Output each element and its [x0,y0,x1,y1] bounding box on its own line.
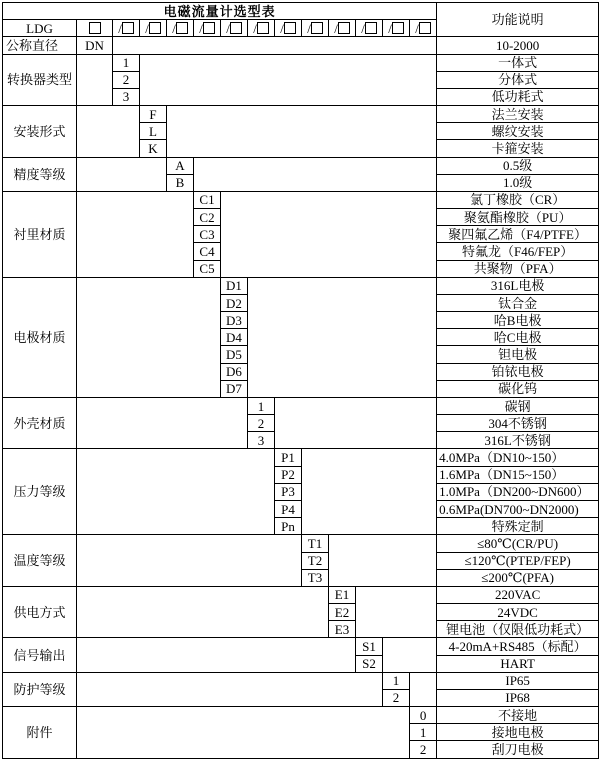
code-box-icon [257,22,269,34]
section-label: 供电方式 [3,586,77,638]
section-row [3,54,599,71]
code-cell: B [167,174,194,191]
code-cell: 2 [410,741,437,758]
code-cell: S1 [356,638,383,655]
code-cell: E2 [329,604,356,621]
slash-separator: / [199,20,203,36]
section-row [3,638,599,655]
function-cell: 特氟龙（F46/FEP） [437,243,599,260]
slash-separator: / [334,20,338,36]
section-label: 公称直径 [3,37,77,54]
blank-cell [221,191,437,277]
function-cell: 10-2000 [437,37,599,54]
function-cell: HART [437,655,599,672]
function-cell: 铂铱电极 [437,363,599,380]
code-cell: 1 [410,724,437,741]
model-code-slot [167,20,194,37]
function-cell: 钛合金 [437,294,599,311]
function-cell: 聚氨酯橡胶（PU） [437,209,599,226]
code-cell: 1 [383,672,410,689]
slash-separator: / [280,20,284,36]
function-cell: 哈C电极 [437,329,599,346]
code-cell: D4 [221,329,248,346]
code-cell: 1 [113,54,140,71]
model-code-slot [248,20,275,37]
blank-cell [140,54,437,106]
model-code-prefix: LDG [3,20,77,37]
model-code-slot [383,20,410,37]
section-label: 外壳材质 [3,397,77,449]
function-cell: 碳化钨 [437,380,599,397]
blank-cell [77,397,248,449]
diameter-row [3,37,599,54]
code-cell: D5 [221,346,248,363]
code-cell: P4 [275,500,302,517]
section-row [3,535,599,552]
section-row [3,707,599,724]
section-label: 压力等级 [3,449,77,535]
code-box-icon [338,22,350,34]
function-cell: 螺纹安装 [437,123,599,140]
code-cell: D7 [221,380,248,397]
slash-separator: / [415,20,419,36]
flowmeter-selection-table [2,2,599,759]
code-cell: P2 [275,466,302,483]
code-box-icon [203,22,215,34]
function-cell: ≤200℃(PFA) [437,569,599,586]
section-label: 温度等级 [3,535,77,587]
model-code-slot [275,20,302,37]
section-row [3,106,599,123]
code-box-icon [176,22,188,34]
function-cell: 0.6MPa(DN700~DN2000) [437,500,599,517]
code-cell: E3 [329,621,356,638]
slash-separator: / [253,20,257,36]
function-cell: 共聚物（PFA） [437,260,599,277]
blank-cell [329,535,437,587]
blank-cell [77,54,113,106]
slash-separator: / [388,20,392,36]
code-cell: C1 [194,191,221,208]
code-cell: 2 [248,415,275,432]
function-cell: ≤80℃(CR/PU) [437,535,599,552]
blank-cell [77,707,410,759]
model-code-slot [113,20,140,37]
blank-cell [113,37,437,54]
code-cell: C4 [194,243,221,260]
section-row [3,672,599,689]
code-cell: 2 [383,689,410,706]
section-label: 附件 [3,707,77,759]
blank-cell [77,277,221,397]
model-code-slot [302,20,329,37]
code-box-icon [149,22,161,34]
function-cell: 低功耗式 [437,88,599,105]
model-code-slot [329,20,356,37]
function-cell: 聚四氟乙烯（F4/PTFE） [437,226,599,243]
function-cell: 刮刀电极 [437,741,599,758]
function-cell: 接地电极 [437,724,599,741]
code-cell: E1 [329,586,356,603]
blank-cell [77,586,329,638]
model-code-slot [140,20,167,37]
function-cell: 碳钢 [437,397,599,414]
code-cell: S2 [356,655,383,672]
function-cell: 304不锈钢 [437,415,599,432]
code-box-icon [122,22,134,34]
slash-separator: / [361,20,365,36]
code-cell: C2 [194,209,221,226]
code-cell: 3 [113,88,140,105]
code-cell: D1 [221,277,248,294]
section-label: 信号输出 [3,638,77,672]
section-label: 安装形式 [3,106,77,158]
code-cell: D3 [221,312,248,329]
function-cell: 24VDC [437,604,599,621]
code-cell: 2 [113,71,140,88]
code-box-icon [365,22,377,34]
blank-cell [77,106,140,158]
code-cell: 0 [410,707,437,724]
code-box-icon [311,22,323,34]
code-cell: 1 [248,397,275,414]
blank-cell [77,449,275,535]
section-row [3,191,599,208]
function-column-header: 功能说明 [437,3,599,37]
function-cell: 不接地 [437,707,599,724]
slash-separator: / [307,20,311,36]
section-label: 防护等级 [3,672,77,706]
code-cell: T1 [302,535,329,552]
function-cell: ≤120℃(PTEP/FEP) [437,552,599,569]
function-cell: 锂电池（仅限低功耗式） [437,621,599,638]
slash-separator: / [226,20,230,36]
function-cell: 钽电极 [437,346,599,363]
section-row [3,277,599,294]
code-cell: D2 [221,294,248,311]
code-box-icon [230,22,242,34]
model-code-slot [356,20,383,37]
function-cell: 1.0MPa（DN200~DN600） [437,483,599,500]
code-box-icon [419,22,431,34]
model-code-slot [410,20,437,37]
blank-cell [167,106,437,158]
slash-separator: / [172,20,176,36]
function-cell: 1.6MPa（DN15~150） [437,466,599,483]
code-cell: C5 [194,260,221,277]
function-cell: 氯丁橡胶（CR） [437,191,599,208]
function-cell: 一体式 [437,54,599,71]
section-row [3,449,599,466]
function-cell: 4.0MPa（DN10~150） [437,449,599,466]
code-cell: K [140,140,167,157]
code-cell: DN [77,37,113,54]
blank-cell [383,638,437,672]
blank-cell [248,277,437,397]
section-label: 转换器类型 [3,54,77,106]
section-label: 衬里材质 [3,191,77,277]
function-cell: 0.5级 [437,157,599,174]
blank-cell [77,157,167,191]
code-cell: P1 [275,449,302,466]
code-cell: 3 [248,432,275,449]
slash-separator: / [145,20,149,36]
model-code-slot [194,20,221,37]
code-cell: A [167,157,194,174]
code-cell: L [140,123,167,140]
code-cell: C3 [194,226,221,243]
blank-cell [77,535,302,587]
blank-cell [77,638,356,672]
function-cell: IP65 [437,672,599,689]
slash-separator: / [118,20,122,36]
blank-cell [410,672,437,706]
blank-cell [302,449,437,535]
code-cell: T3 [302,569,329,586]
code-box-icon [284,22,296,34]
function-cell: 1.0级 [437,174,599,191]
function-cell: 特殊定制 [437,518,599,535]
function-cell: 316L不锈钢 [437,432,599,449]
section-label: 精度等级 [3,157,77,191]
function-cell: 316L电极 [437,277,599,294]
function-cell: 卡箍安装 [437,140,599,157]
section-row [3,586,599,603]
code-cell: D6 [221,363,248,380]
section-label: 电极材质 [3,277,77,397]
function-cell: IP68 [437,689,599,706]
function-cell: 哈B电极 [437,312,599,329]
function-cell: 法兰安装 [437,106,599,123]
function-cell: 220VAC [437,586,599,603]
table-title: 电磁流量计选型表 [3,3,437,20]
header-row [3,3,599,20]
code-cell: T2 [302,552,329,569]
section-row [3,157,599,174]
function-cell: 分体式 [437,71,599,88]
blank-cell [275,397,437,449]
code-box-icon [392,22,404,34]
model-code-slot [221,20,248,37]
code-cell: F [140,106,167,123]
section-row [3,397,599,414]
blank-cell [77,191,194,277]
code-cell: Pn [275,518,302,535]
function-cell: 4-20mA+RS485（标配） [437,638,599,655]
code-cell: P3 [275,483,302,500]
blank-cell [77,672,383,706]
blank-cell [356,586,437,638]
code-box-icon [89,22,101,34]
blank-cell [194,157,437,191]
model-code-slot-dn [77,20,113,37]
